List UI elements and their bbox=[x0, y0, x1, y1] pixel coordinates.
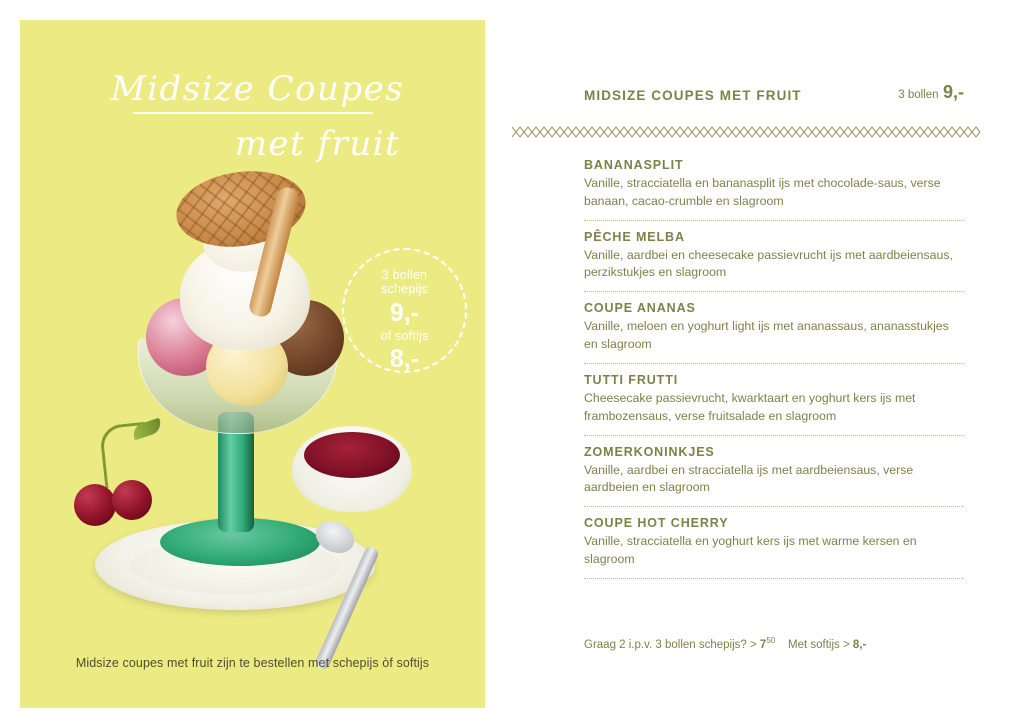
zigzag-divider bbox=[512, 124, 982, 140]
price-badge bbox=[342, 248, 467, 373]
menu-header-price bbox=[898, 82, 964, 103]
menu-item-name: ZOMERKONINKJES bbox=[584, 444, 715, 459]
footnote-price-2: 8,- bbox=[852, 638, 867, 651]
menu-item-name: COUPE ANANAS bbox=[584, 301, 696, 316]
menu-item-name: BANANASPLIT bbox=[584, 158, 684, 172]
price-badge-line-1: 3 bollen bbox=[381, 268, 428, 282]
menu-header-price-value: 9,- bbox=[942, 82, 964, 102]
price-badge-line-2: schepijs bbox=[381, 282, 428, 297]
title-underline-flourish bbox=[133, 112, 373, 114]
list-item bbox=[584, 152, 964, 221]
list-item bbox=[584, 221, 964, 293]
menu-header-title: MIDSIZE COUPES MET FRUIT bbox=[584, 88, 802, 103]
cherry-fruit-shape bbox=[74, 484, 116, 526]
menu-panel bbox=[512, 20, 982, 708]
promo-panel bbox=[20, 20, 485, 708]
menu-item-description: Cheesecake passievrucht, kwarktaart en yoghurt kers ijs met frambozensaus, verse fruitsalade en slagroom bbox=[584, 390, 916, 423]
list-item bbox=[584, 364, 964, 436]
footnote-text-1: Graag 2 i.p.v. 3 bollen schepijs? > bbox=[584, 638, 757, 651]
promo-caption: Midsize coupes met fruit zijn te bestellen met schepijs òf softijs bbox=[75, 656, 430, 670]
price-badge-price-soft: 8,- bbox=[389, 344, 420, 373]
sundae-illustration bbox=[20, 150, 485, 650]
menu-item-description: Vanille, aardbei en stracciatella ijs met aardbeiensaus, verse aardbeien en slagroom bbox=[584, 462, 914, 495]
footnote-price-1: 7 bbox=[759, 638, 767, 651]
menu-item-name: PÊCHE MELBA bbox=[584, 229, 685, 244]
menu-item-description: Vanille, stracciatella en bananasplit ijs met chocolade-saus, verse banaan, cacao-crumble en slagroom bbox=[584, 176, 941, 208]
menu-item-description: Vanille, meloen en yoghurt light ijs met ananassaus, ananasstukjes en slagroom bbox=[584, 319, 949, 352]
menu-footnote bbox=[584, 636, 974, 651]
promo-title-line-1: Midsize Coupes bbox=[110, 69, 405, 109]
footnote-price-1-cents: 50 bbox=[766, 636, 776, 645]
cherry-fruit-shape bbox=[112, 480, 152, 520]
cherries-shape bbox=[72, 422, 164, 532]
price-badge-line-3: of softijs bbox=[380, 328, 429, 343]
footnote-text-2: Met softijs > bbox=[788, 638, 850, 651]
menu-item-description: Vanille, stracciatella en yoghurt kers ijs met warme kersen en slagroom bbox=[584, 534, 917, 567]
menu-item-name: TUTTI FRUTTI bbox=[584, 372, 679, 387]
menu-header bbox=[584, 82, 964, 103]
list-item bbox=[584, 436, 964, 508]
list-item bbox=[584, 507, 964, 579]
menu-item-list bbox=[584, 152, 964, 579]
cherry-compote-shape bbox=[304, 432, 400, 478]
promo-title-line-2: met fruit bbox=[234, 123, 401, 164]
menu-item-description: Vanille, aardbei en cheesecake passievrucht ijs met aardbeiensaus, perzikstukjes en slagroom bbox=[584, 247, 953, 280]
menu-item-name: COUPE HOT CHERRY bbox=[584, 516, 729, 531]
menu-header-price-prefix: 3 bollen bbox=[898, 89, 939, 101]
cherry-leaf-shape bbox=[131, 418, 164, 441]
price-badge-price-scoop: 9,- bbox=[389, 298, 420, 327]
list-item bbox=[584, 292, 964, 364]
